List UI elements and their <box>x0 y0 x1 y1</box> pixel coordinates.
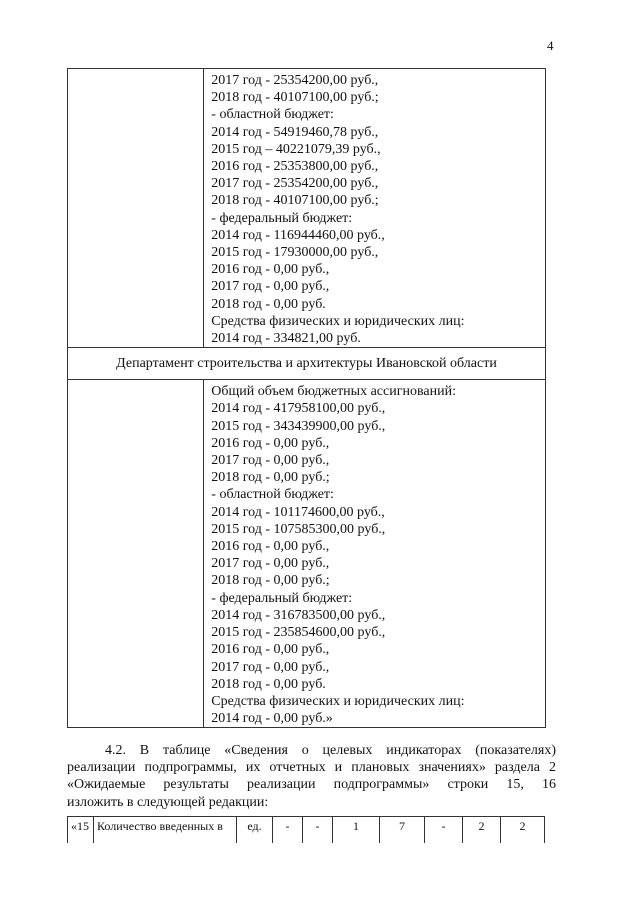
budget-line: 2018 год - 40107100,00 руб.; <box>211 193 379 209</box>
budget-line: 2015 год – 40221079,39 руб., <box>211 141 381 157</box>
budget-line: 2016 год - 25353800,00 руб., <box>211 159 379 175</box>
budget-line: 2018 год - 0,00 руб.; <box>211 470 330 486</box>
budget-line: 2016 год - 0,00 руб., <box>211 262 330 278</box>
indicator-cell: Количество введенных в <box>94 817 237 844</box>
table-cell-empty <box>68 69 204 348</box>
paragraph-line: изложить в следующей редакции: <box>67 794 269 810</box>
table-row <box>68 380 546 728</box>
budget-line: 2015 год - 17930000,00 руб., <box>211 245 379 261</box>
budget-line: 2015 год - 107585300,00 руб., <box>211 521 386 537</box>
budget-line: - федеральный бюджет: <box>211 210 353 226</box>
budget-line: 2014 год - 0,00 руб.» <box>211 711 333 727</box>
table-cell-empty <box>68 380 204 728</box>
indicator-cell: - <box>425 817 463 844</box>
indicator-cell: «15 <box>68 817 94 844</box>
department-title: Департамент строительства и архитектуры Ивановской области <box>68 348 546 380</box>
table-cell-budget <box>204 69 546 348</box>
budget-line: Средства физических и юридических лиц: <box>211 313 465 329</box>
paragraph-line: 4.2. В таблице «Сведения о целевых индикаторах (показателях) <box>105 743 556 758</box>
table-row <box>68 348 546 380</box>
budget-line: 2017 год - 25354200,00 руб., <box>211 176 379 192</box>
budget-table <box>67 68 546 728</box>
budget-lines <box>204 69 545 347</box>
budget-line: 2015 год - 235854600,00 руб., <box>211 625 386 641</box>
paragraph-line: «Ожидаемые результаты реализации подпрограммы» строки 15, 16 <box>67 777 556 793</box>
indicator-cell: 2 <box>501 817 545 844</box>
budget-line: Средства физических и юридических лиц: <box>211 693 465 709</box>
indicator-table <box>67 816 545 843</box>
indicator-cell: 1 <box>333 817 380 844</box>
paragraph-line: реализации подпрограммы, их отчетных и плановых значениях» раздела 2 <box>67 760 556 776</box>
table-cell-budget <box>204 380 546 728</box>
budget-line: - областной бюджет: <box>211 487 334 503</box>
budget-line: 2014 год - 417958100,00 руб., <box>211 401 386 417</box>
budget-line: 2017 год - 0,00 руб., <box>211 659 330 675</box>
budget-line: 2014 год - 54919460,78 руб., <box>211 124 379 140</box>
budget-line: - федеральный бюджет: <box>211 590 353 606</box>
budget-lines <box>204 380 545 727</box>
budget-line: 2018 год - 0,00 руб. <box>211 676 326 692</box>
budget-line: 2017 год - 25354200,00 руб., <box>211 73 379 88</box>
indicator-cell: - <box>273 817 303 844</box>
budget-line: 2017 год - 0,00 руб., <box>211 279 330 295</box>
indicator-cell: 2 <box>463 817 501 844</box>
instruction-paragraph <box>67 742 556 811</box>
budget-line: 2018 год - 0,00 руб.; <box>211 573 330 589</box>
budget-line: 2014 год - 101174600,00 руб., <box>211 504 385 520</box>
table-row <box>68 69 546 348</box>
indicator-cell: ед. <box>237 817 273 844</box>
budget-line: - областной бюджет: <box>211 107 334 123</box>
budget-line: Общий объем бюджетных ассигнований: <box>211 384 456 400</box>
budget-line: 2014 год - 116944460,00 руб., <box>211 227 385 243</box>
budget-line: 2016 год - 0,00 руб., <box>211 642 330 658</box>
budget-line: 2017 год - 0,00 руб., <box>211 556 330 572</box>
indicator-cell: - <box>303 817 333 844</box>
indicator-cell: 7 <box>380 817 425 844</box>
table-row <box>68 817 545 844</box>
budget-line: 2017 год - 0,00 руб., <box>211 453 330 469</box>
budget-line: 2015 год - 343439900,00 руб., <box>211 418 386 434</box>
page-number: 4 <box>547 38 554 53</box>
budget-line: 2018 год - 40107100,00 руб.; <box>211 90 379 106</box>
budget-line: 2014 год - 334821,00 руб. <box>211 331 361 347</box>
budget-line: 2016 год - 0,00 руб., <box>211 435 330 451</box>
budget-line: 2016 год - 0,00 руб., <box>211 539 330 555</box>
budget-line: 2014 год - 316783500,00 руб., <box>211 607 386 623</box>
budget-line: 2018 год - 0,00 руб. <box>211 296 326 312</box>
